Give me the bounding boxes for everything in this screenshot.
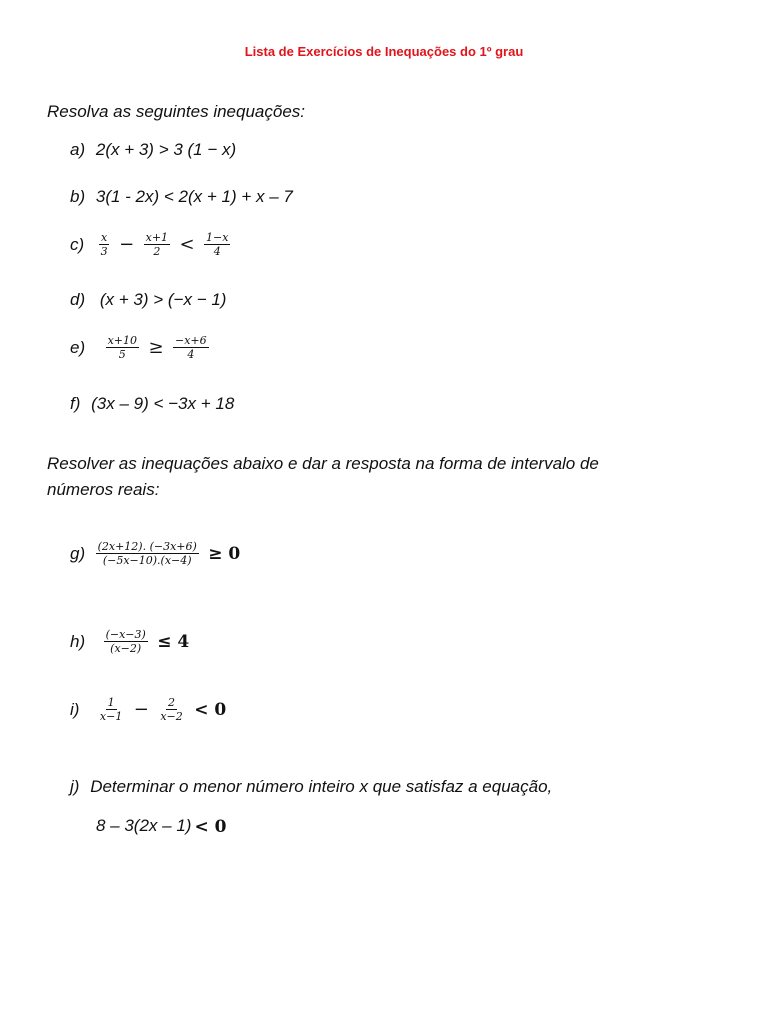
- exercise-i-label: i): [70, 699, 80, 719]
- denominator: (x−2): [110, 642, 142, 655]
- numerator: x+1: [145, 231, 169, 244]
- denominator: 2: [153, 245, 161, 258]
- exercise-d-label: d): [70, 290, 86, 309]
- exercise-b: [70, 187, 293, 207]
- exercise-f-label: f): [70, 394, 81, 413]
- exercise-h: [70, 628, 189, 655]
- exercise-b-label: b): [70, 187, 86, 206]
- denominator: x−1: [99, 710, 123, 723]
- exercise-f-expr: (3x – 9) < −3x + 18: [91, 394, 235, 413]
- denominator: 4: [213, 245, 221, 258]
- inequality-rhs: < 0: [194, 699, 227, 720]
- fraction: [106, 334, 139, 361]
- exercise-f: [70, 394, 234, 414]
- operator: ≥: [148, 337, 164, 358]
- denominator: x−2: [160, 710, 183, 723]
- exercise-c: [70, 231, 232, 258]
- exercise-e-label: e): [70, 337, 86, 357]
- exercise-a: [70, 140, 236, 160]
- exercise-h-label: h): [70, 631, 86, 651]
- numerator: 1−x: [206, 231, 229, 244]
- fraction: [99, 231, 110, 258]
- exercise-c-label: c): [70, 234, 85, 254]
- page-title: Lista de Exercícios de Inequações do 1º grau: [244, 44, 524, 59]
- exercise-j-expression: [96, 816, 226, 837]
- denominator: 5: [118, 348, 126, 361]
- exercise-j-expr: 8 – 3(2x – 1): [96, 816, 192, 835]
- denominator: 4: [187, 348, 195, 361]
- fraction: [98, 696, 124, 723]
- exercise-g-label: g): [70, 543, 86, 563]
- instruction-1: Resolva as seguintes inequações:: [47, 102, 305, 121]
- exercise-b-expr: 3(1 - 2x) < 2(x + 1) + x – 7: [95, 187, 293, 206]
- denominator: 3: [100, 245, 108, 258]
- inequality-rhs: ≤ 4: [157, 631, 190, 652]
- operator: <: [179, 234, 195, 255]
- operator: −: [119, 234, 135, 255]
- inequality-rhs: ≥ 0: [208, 543, 241, 564]
- inequality-rhs: < 0: [194, 816, 227, 837]
- numerator: −x+6: [175, 334, 207, 347]
- fraction: [104, 628, 148, 655]
- exercise-j-label: j): [70, 777, 80, 796]
- exercise-i: [70, 696, 226, 723]
- exercise-a-label: a): [70, 140, 86, 159]
- fraction: [158, 696, 184, 723]
- instruction-2-line1: Resolver as inequações abaixo e dar a resposta na forma de intervalo de: [47, 454, 599, 473]
- exercise-j: [70, 777, 552, 797]
- fraction: [144, 231, 170, 258]
- numerator: 2: [168, 696, 176, 709]
- numerator: (2x+12). (−3x+6): [97, 540, 197, 553]
- exercise-d-expr: (x + 3) > (−x − 1): [99, 290, 227, 309]
- exercise-j-text: Determinar o menor número inteiro x que satisfaz a equação,: [90, 777, 553, 796]
- fraction: [204, 231, 230, 258]
- exercise-a-expr: 2(x + 3) > 3 (1 − x): [95, 140, 237, 159]
- fraction: [173, 334, 209, 361]
- fraction: [96, 540, 199, 567]
- operator: −: [133, 699, 149, 720]
- instruction-2-line2: números reais:: [47, 480, 160, 499]
- exercise-g: [70, 540, 240, 567]
- exercise-e: [70, 334, 211, 361]
- numerator: (−x−3): [105, 628, 146, 641]
- numerator: x+10: [107, 334, 137, 347]
- numerator: 1: [107, 696, 115, 709]
- numerator: x: [101, 231, 108, 244]
- denominator: (−5x−10).(x−4): [102, 554, 192, 567]
- exercise-d: [70, 290, 226, 310]
